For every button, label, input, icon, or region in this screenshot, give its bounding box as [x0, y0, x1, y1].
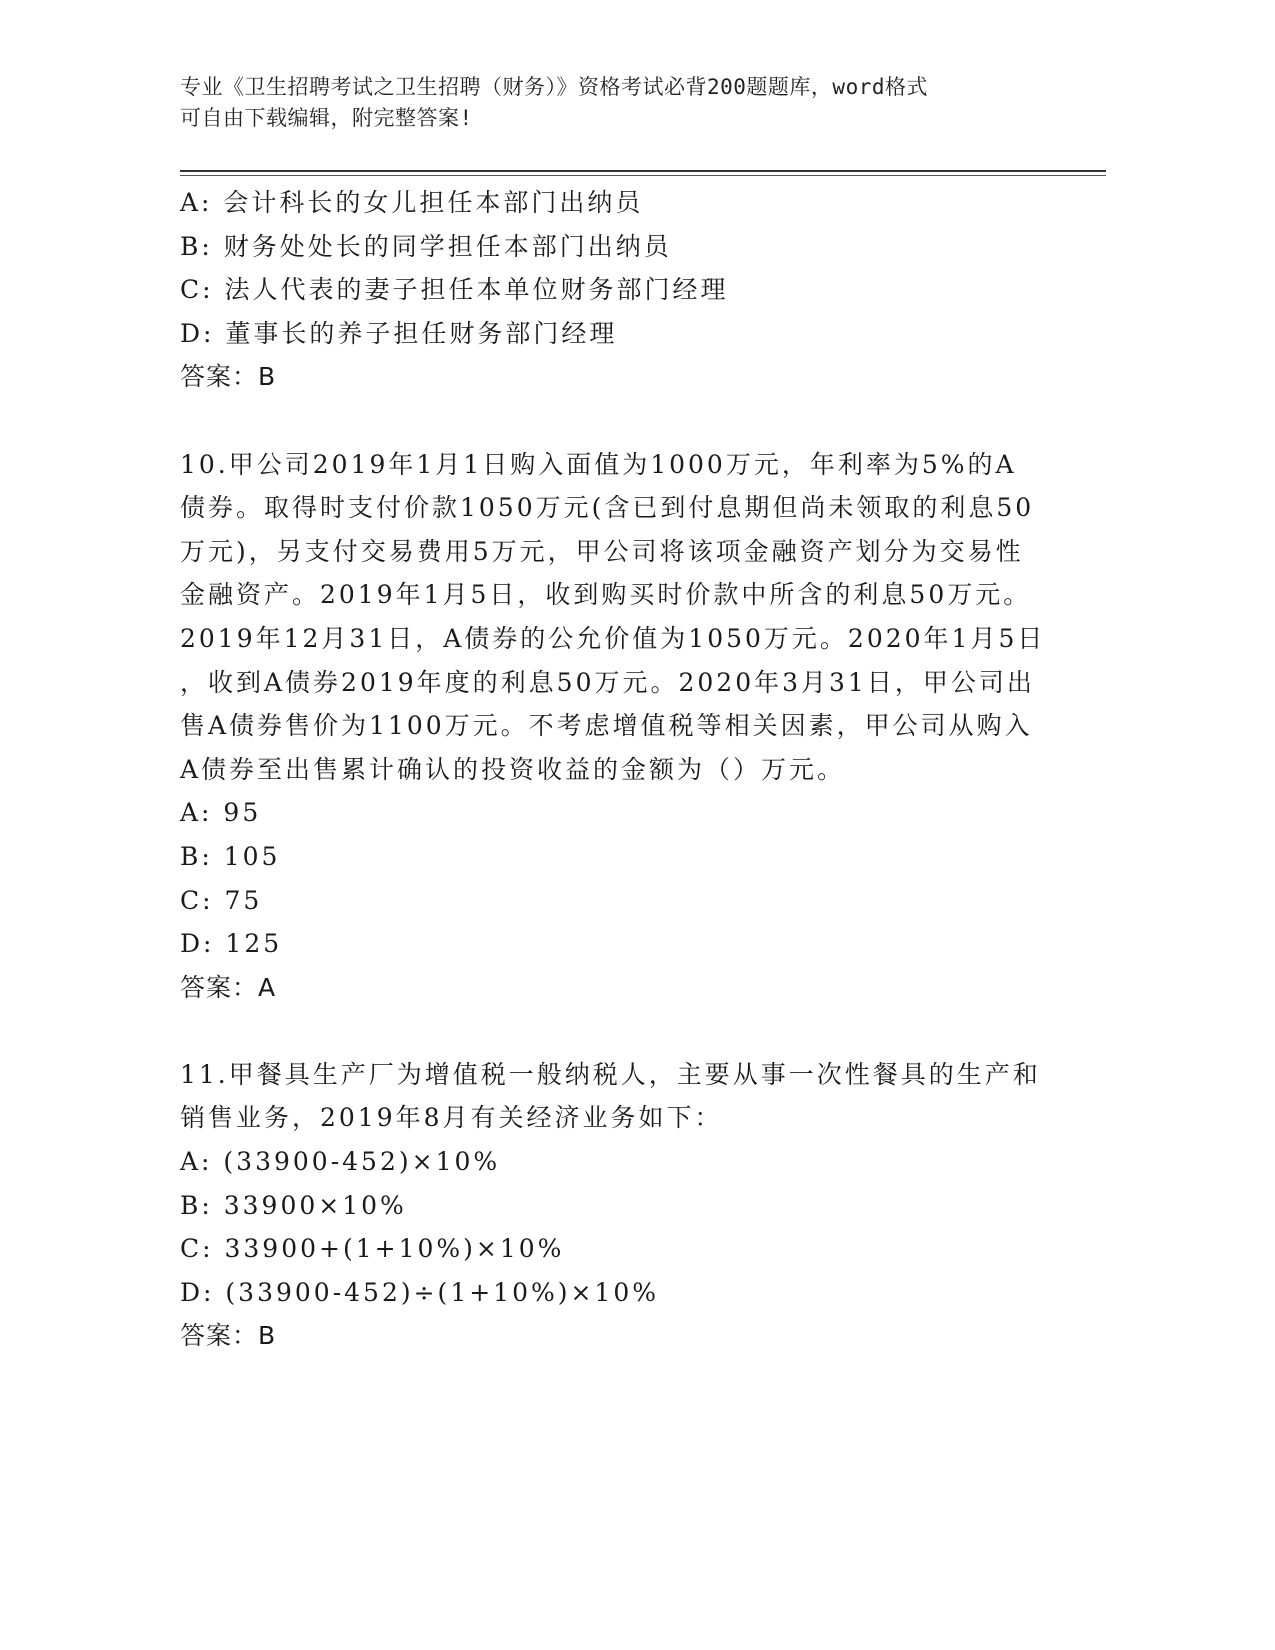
header-divider-thin [180, 175, 1106, 176]
q10-text-line-6: ，收到A债券2019年度的利息50万元。2020年3月31日，甲公司出 [180, 667, 1035, 697]
spacer [180, 1009, 1040, 1053]
header-title-line-1: 专业《卫生招聘考试之卫生招聘（财务）》资格考试必背200题题库，word格式 [180, 75, 928, 99]
q9-option-a: A: 会计科长的女儿担任本部门出纳员 [180, 188, 644, 217]
q10-text-line-8: A债券至出售累计确认的投资收益的金额为（）万元。 [180, 754, 846, 784]
q9-option-c: C: 法人代表的妻子担任本单位财务部门经理 [180, 275, 729, 305]
q11-option-d: D: (33900-452)÷(1+10%)×10% [180, 1277, 660, 1307]
spacer [180, 399, 1040, 443]
q10-text-line-7: 售A债券售价为1100万元。不考虑增值税等相关因素，甲公司从购入 [180, 711, 1033, 741]
q10-option-a: A: 95 [180, 798, 262, 828]
q9-answer: 答案：B [180, 362, 277, 392]
q10-text-line-5: 2019年12月31日，A债券的公允价值为1050万元。2020年1月5日 [180, 623, 1046, 653]
q11-answer: 答案：B [180, 1321, 277, 1351]
question-9 [180, 181, 1040, 399]
q10-text-line-3: 万元)，另支付交易费用5万元，甲公司将该项金融资产划分为交易性 [180, 536, 1024, 566]
q9-option-d: D: 董事长的养子担任财务部门经理 [180, 318, 618, 348]
q10-option-b: B: 105 [180, 841, 281, 871]
q9-option-b: B: 财务处处长的同学担任本部门出纳员 [180, 231, 672, 261]
q10-answer: 答案：A [180, 972, 277, 1002]
q10-text-line-4: 金融资产。2019年1月5日，收到购买时价款中所含的利息50万元。 [180, 580, 1032, 610]
q10-text-line-2: 债券。取得时支付价款1050万元(含已到付息期但尚未领取的利息50 [180, 493, 1035, 523]
q10-text-line-1: 10.甲公司2019年1月1日购入面值为1000万元，年利率为5%的A [180, 449, 1017, 479]
question-10 [180, 443, 1046, 1010]
q10-option-d: D: 125 [180, 929, 283, 959]
q11-option-c: C: 33900+(1+10%)×10% [180, 1234, 565, 1264]
header-title-line-2: 可自由下载编辑，附完整答案! [180, 106, 473, 130]
q11-text-line-2: 销售业务，2019年8月有关经济业务如下： [180, 1103, 723, 1133]
question-11 [180, 1053, 1040, 1358]
question-content [180, 181, 1046, 1358]
q11-option-a: A: (33900-452)×10% [180, 1147, 501, 1177]
header-divider-thick [180, 170, 1106, 172]
document-header [180, 72, 1040, 134]
q10-option-c: C: 75 [180, 885, 263, 915]
q11-text-line-1: 11.甲餐具生产厂为增值税一般纳税人，主要从事一次性餐具的生产和 [180, 1059, 1041, 1089]
q11-option-b: B: 33900×10% [180, 1190, 407, 1220]
